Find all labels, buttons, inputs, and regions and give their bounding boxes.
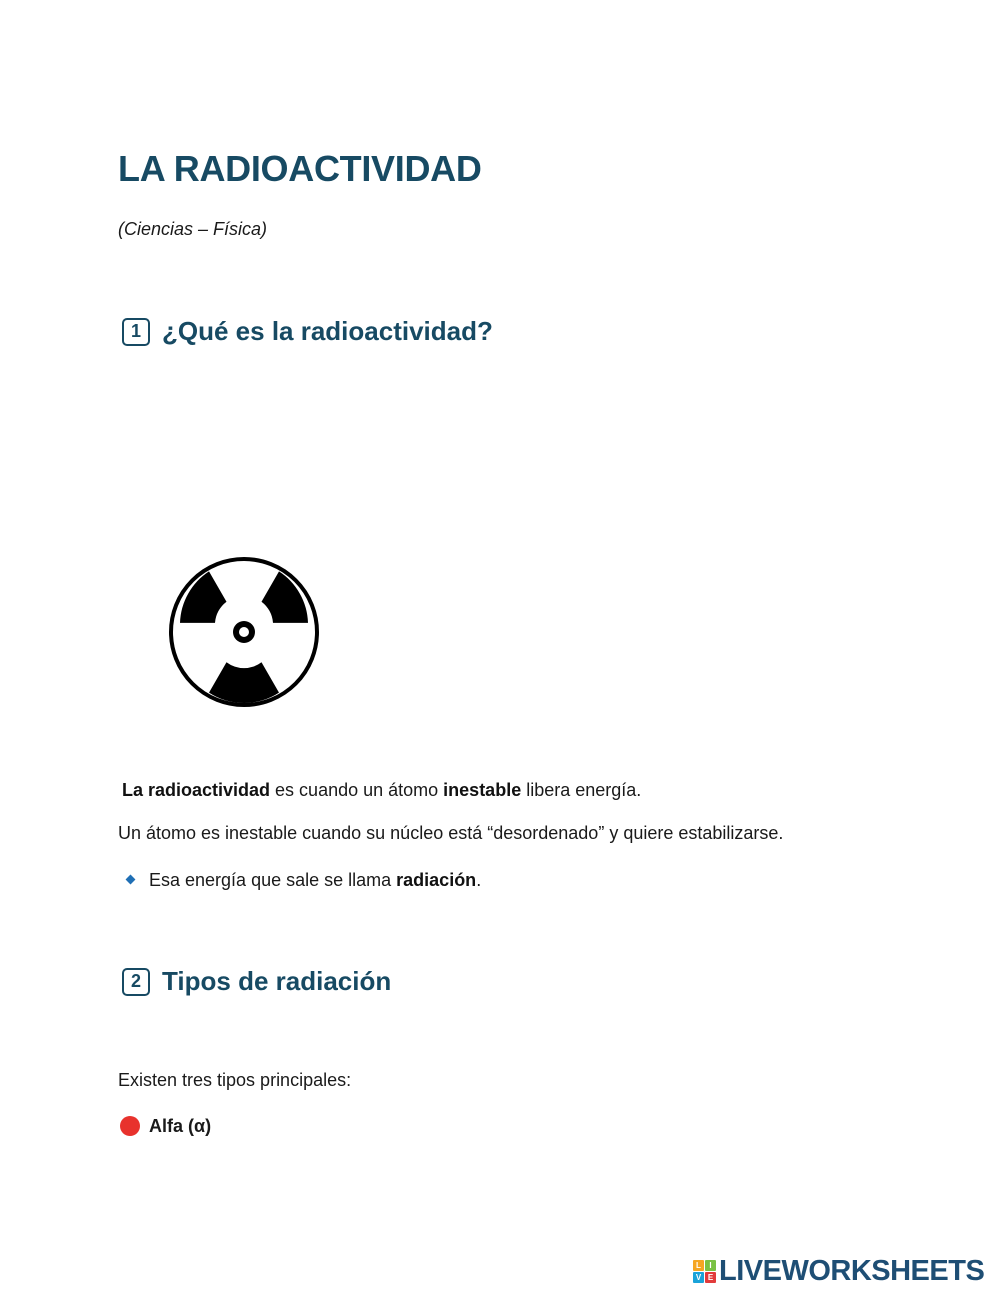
logo-text: LIVEWORKSHEETS [719,1255,985,1287]
radiation-trefoil-icon [168,556,320,708]
logo-letter: I [705,1260,716,1271]
section-number-badge: 2 [122,968,150,996]
term-radioactividad: La radioactividad [122,780,271,800]
bullet-paragraph [149,870,481,891]
text-span: es cuando un átomo [270,780,444,800]
logo-letter: E [705,1272,716,1283]
section-1-heading [122,316,493,347]
page-title: LA RADIOACTIVIDAD [118,148,482,189]
text-span: libera energía. [521,780,642,800]
page-subtitle: (Ciencias – Física) [118,219,268,239]
types-intro: Existen tres tipos principales: [118,1070,352,1090]
liveworksheets-logo [693,1255,984,1288]
term-radiacion: radiación [396,870,477,890]
section-heading-text: ¿Qué es la radioactividad? [162,316,493,346]
section-heading-text: Tipos de radiación [162,966,392,996]
definition-paragraph [122,780,641,801]
logo-letter: L [693,1260,704,1271]
section-2-heading [122,966,391,997]
text-span: Esa energía que sale se llama [149,870,397,890]
logo-letter: V [693,1272,704,1283]
list-item-alfa: Alfa (α) [149,1116,212,1136]
logo-mark-icon [693,1260,716,1283]
red-circle-icon [120,1116,140,1136]
term-inestable: inestable [443,780,522,800]
diamond-bullet-icon [126,875,136,885]
explanation-paragraph: Un átomo es inestable cuando su núcleo está “desordenado” y quiere estabilizarse. [118,823,784,843]
section-number-badge: 1 [122,318,150,346]
text-span: . [476,870,482,890]
